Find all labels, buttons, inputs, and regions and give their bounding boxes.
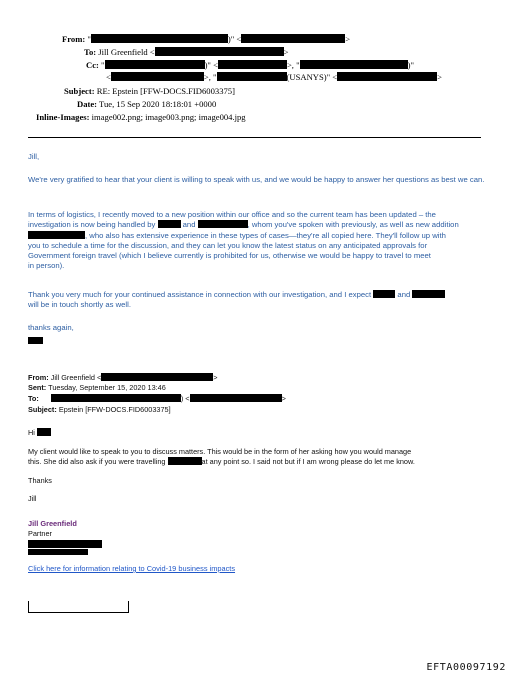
header-date-value: Tue, 15 Sep 2020 18:18:01 +0000 bbox=[99, 99, 217, 109]
header-cc2-end: > bbox=[437, 72, 442, 82]
redaction bbox=[300, 60, 408, 69]
original-hi-text: Hi bbox=[28, 428, 35, 437]
original-from-value: Jill Greenfield < bbox=[50, 373, 102, 382]
redaction bbox=[28, 540, 102, 548]
header-images-label: Inline-Images: bbox=[36, 112, 90, 122]
header-cc-end: )" bbox=[407, 60, 414, 70]
reply-p2-text: , whom you've spoken with previously, as well as new addition bbox=[247, 220, 459, 230]
original-to-mid: ) < bbox=[180, 394, 190, 403]
original-to-label: To: bbox=[28, 394, 39, 403]
reply-p2-text: , who also has extensive experience in these types of cases—they're all copied here. They'll follow up with bbox=[85, 230, 446, 240]
reply-p2-text: and bbox=[182, 220, 196, 230]
original-sent-label: Sent: bbox=[28, 383, 47, 392]
redaction bbox=[105, 60, 205, 69]
header-from-quote: " bbox=[87, 34, 91, 44]
header-subject-value: RE: Epstein [FFW-DOCS.FID6003375] bbox=[96, 86, 235, 96]
original-body-line: My client would like to speak to you to discuss matters. This would be in the form of her asking how you would manage bbox=[28, 447, 412, 456]
original-to-end: > bbox=[281, 394, 286, 403]
header-cc2-open: < bbox=[106, 72, 111, 82]
original-body-text: at any point so. I said not but if I am wrong please do let me know. bbox=[201, 457, 415, 466]
header-images-line bbox=[36, 112, 246, 122]
header-subject-label: Subject: bbox=[64, 86, 95, 96]
reply-p2-line bbox=[28, 220, 490, 230]
redaction bbox=[190, 394, 282, 402]
reply-closing: thanks again, bbox=[28, 323, 74, 332]
header-date-line bbox=[77, 99, 216, 109]
covid-info-link[interactable]: Click here for information relating to Covid-19 business impacts bbox=[28, 564, 236, 573]
redaction bbox=[101, 373, 213, 381]
reply-p2-line bbox=[28, 231, 490, 241]
redaction bbox=[37, 428, 51, 436]
header-to-label: To: bbox=[84, 47, 97, 57]
redaction bbox=[337, 72, 437, 81]
original-from-label: From: bbox=[28, 373, 49, 382]
header-to-line bbox=[84, 47, 289, 57]
redaction bbox=[241, 34, 345, 43]
reply-p3-text: Thank you very much for your continued assistance in connection with our investigation, and I expect bbox=[28, 290, 372, 299]
redaction bbox=[198, 220, 248, 228]
header-subject-line bbox=[64, 86, 235, 96]
original-thanks: Thanks bbox=[28, 476, 52, 485]
header-cc-mid: )" < bbox=[204, 60, 218, 70]
original-subject-line bbox=[28, 405, 171, 415]
header-date-label: Date: bbox=[77, 99, 98, 109]
header-cc2-sep: >, " bbox=[203, 72, 217, 82]
original-subject-label: Subject: bbox=[28, 405, 57, 414]
redaction bbox=[158, 220, 181, 228]
header-from-label: From: bbox=[62, 34, 86, 44]
header-cc-quote: " bbox=[101, 60, 105, 70]
redaction bbox=[28, 231, 85, 239]
redaction bbox=[28, 549, 88, 555]
header-cc-line bbox=[86, 60, 414, 70]
header-cc-line-2 bbox=[106, 72, 442, 82]
reply-paragraph-2 bbox=[28, 210, 490, 272]
redaction bbox=[28, 337, 43, 344]
reply-p2-line: you to schedule a time for the discussion, and they can let you know the latest status on any anticipated approvals for bbox=[28, 240, 428, 250]
original-body-line bbox=[28, 457, 415, 467]
bates-number: EFTA00097192 bbox=[426, 662, 506, 673]
reply-p2-line: in person). bbox=[28, 261, 65, 271]
original-sent-line bbox=[28, 383, 166, 393]
header-divider bbox=[28, 137, 481, 138]
reply-paragraph-1: We're very gratified to hear that your client is willing to speak with us, and we would be happy to answer her questions as best we can. bbox=[28, 175, 485, 184]
reply-p3-text: and bbox=[397, 290, 411, 299]
reply-p3-line bbox=[28, 290, 445, 300]
redaction bbox=[168, 457, 202, 465]
reply-p3-line: will be in touch shortly as well. bbox=[28, 300, 131, 310]
signature-title: Partner bbox=[28, 529, 52, 538]
image-placeholder-box bbox=[28, 601, 129, 613]
header-from-mid: )" < bbox=[227, 34, 242, 44]
header-cc-label: Cc: bbox=[86, 60, 99, 70]
original-from-end: > bbox=[213, 373, 218, 382]
header-cc2-usanys: (USANYS)" < bbox=[286, 72, 338, 82]
reply-p2-text: investigation is now being handled by bbox=[28, 220, 156, 230]
header-images-value: image002.png; image003.png; image004.jpg bbox=[91, 112, 246, 122]
reply-greeting: Jill, bbox=[28, 152, 40, 161]
original-from-line bbox=[28, 373, 217, 383]
header-from-line bbox=[62, 34, 350, 44]
reply-paragraph-3 bbox=[28, 290, 445, 311]
reply-p2-line: Government foreign travel (which I believe currently is prohibited for us, otherwise we would be happy to travel to meet bbox=[28, 251, 431, 261]
header-to-value: Jill Greenfield < bbox=[98, 47, 155, 57]
original-sent-value: Tuesday, September 15, 2020 13:46 bbox=[48, 383, 166, 392]
redaction bbox=[218, 60, 287, 69]
header-to-end: > bbox=[283, 47, 289, 57]
header-cc-sep: >, " bbox=[286, 60, 300, 70]
redaction bbox=[51, 394, 181, 402]
original-subject-value: Epstein [FFW-DOCS.FID6003375] bbox=[58, 405, 171, 414]
original-sign: Jill bbox=[28, 494, 37, 503]
original-to-line bbox=[28, 394, 286, 404]
redaction bbox=[217, 72, 287, 81]
redaction bbox=[155, 47, 284, 56]
redaction bbox=[373, 290, 395, 298]
redaction bbox=[412, 290, 445, 298]
signature-name: Jill Greenfield bbox=[28, 519, 77, 528]
redaction bbox=[111, 72, 204, 81]
original-body bbox=[28, 447, 415, 467]
header-from-end: > bbox=[345, 34, 351, 44]
reply-p2-line: In terms of logistics, I recently moved to a new position within our office and so the current team has been updated – the bbox=[28, 210, 436, 219]
original-hi bbox=[28, 428, 51, 438]
redaction bbox=[91, 34, 228, 43]
original-body-text: this. She did also ask if you were travelling bbox=[28, 457, 166, 466]
